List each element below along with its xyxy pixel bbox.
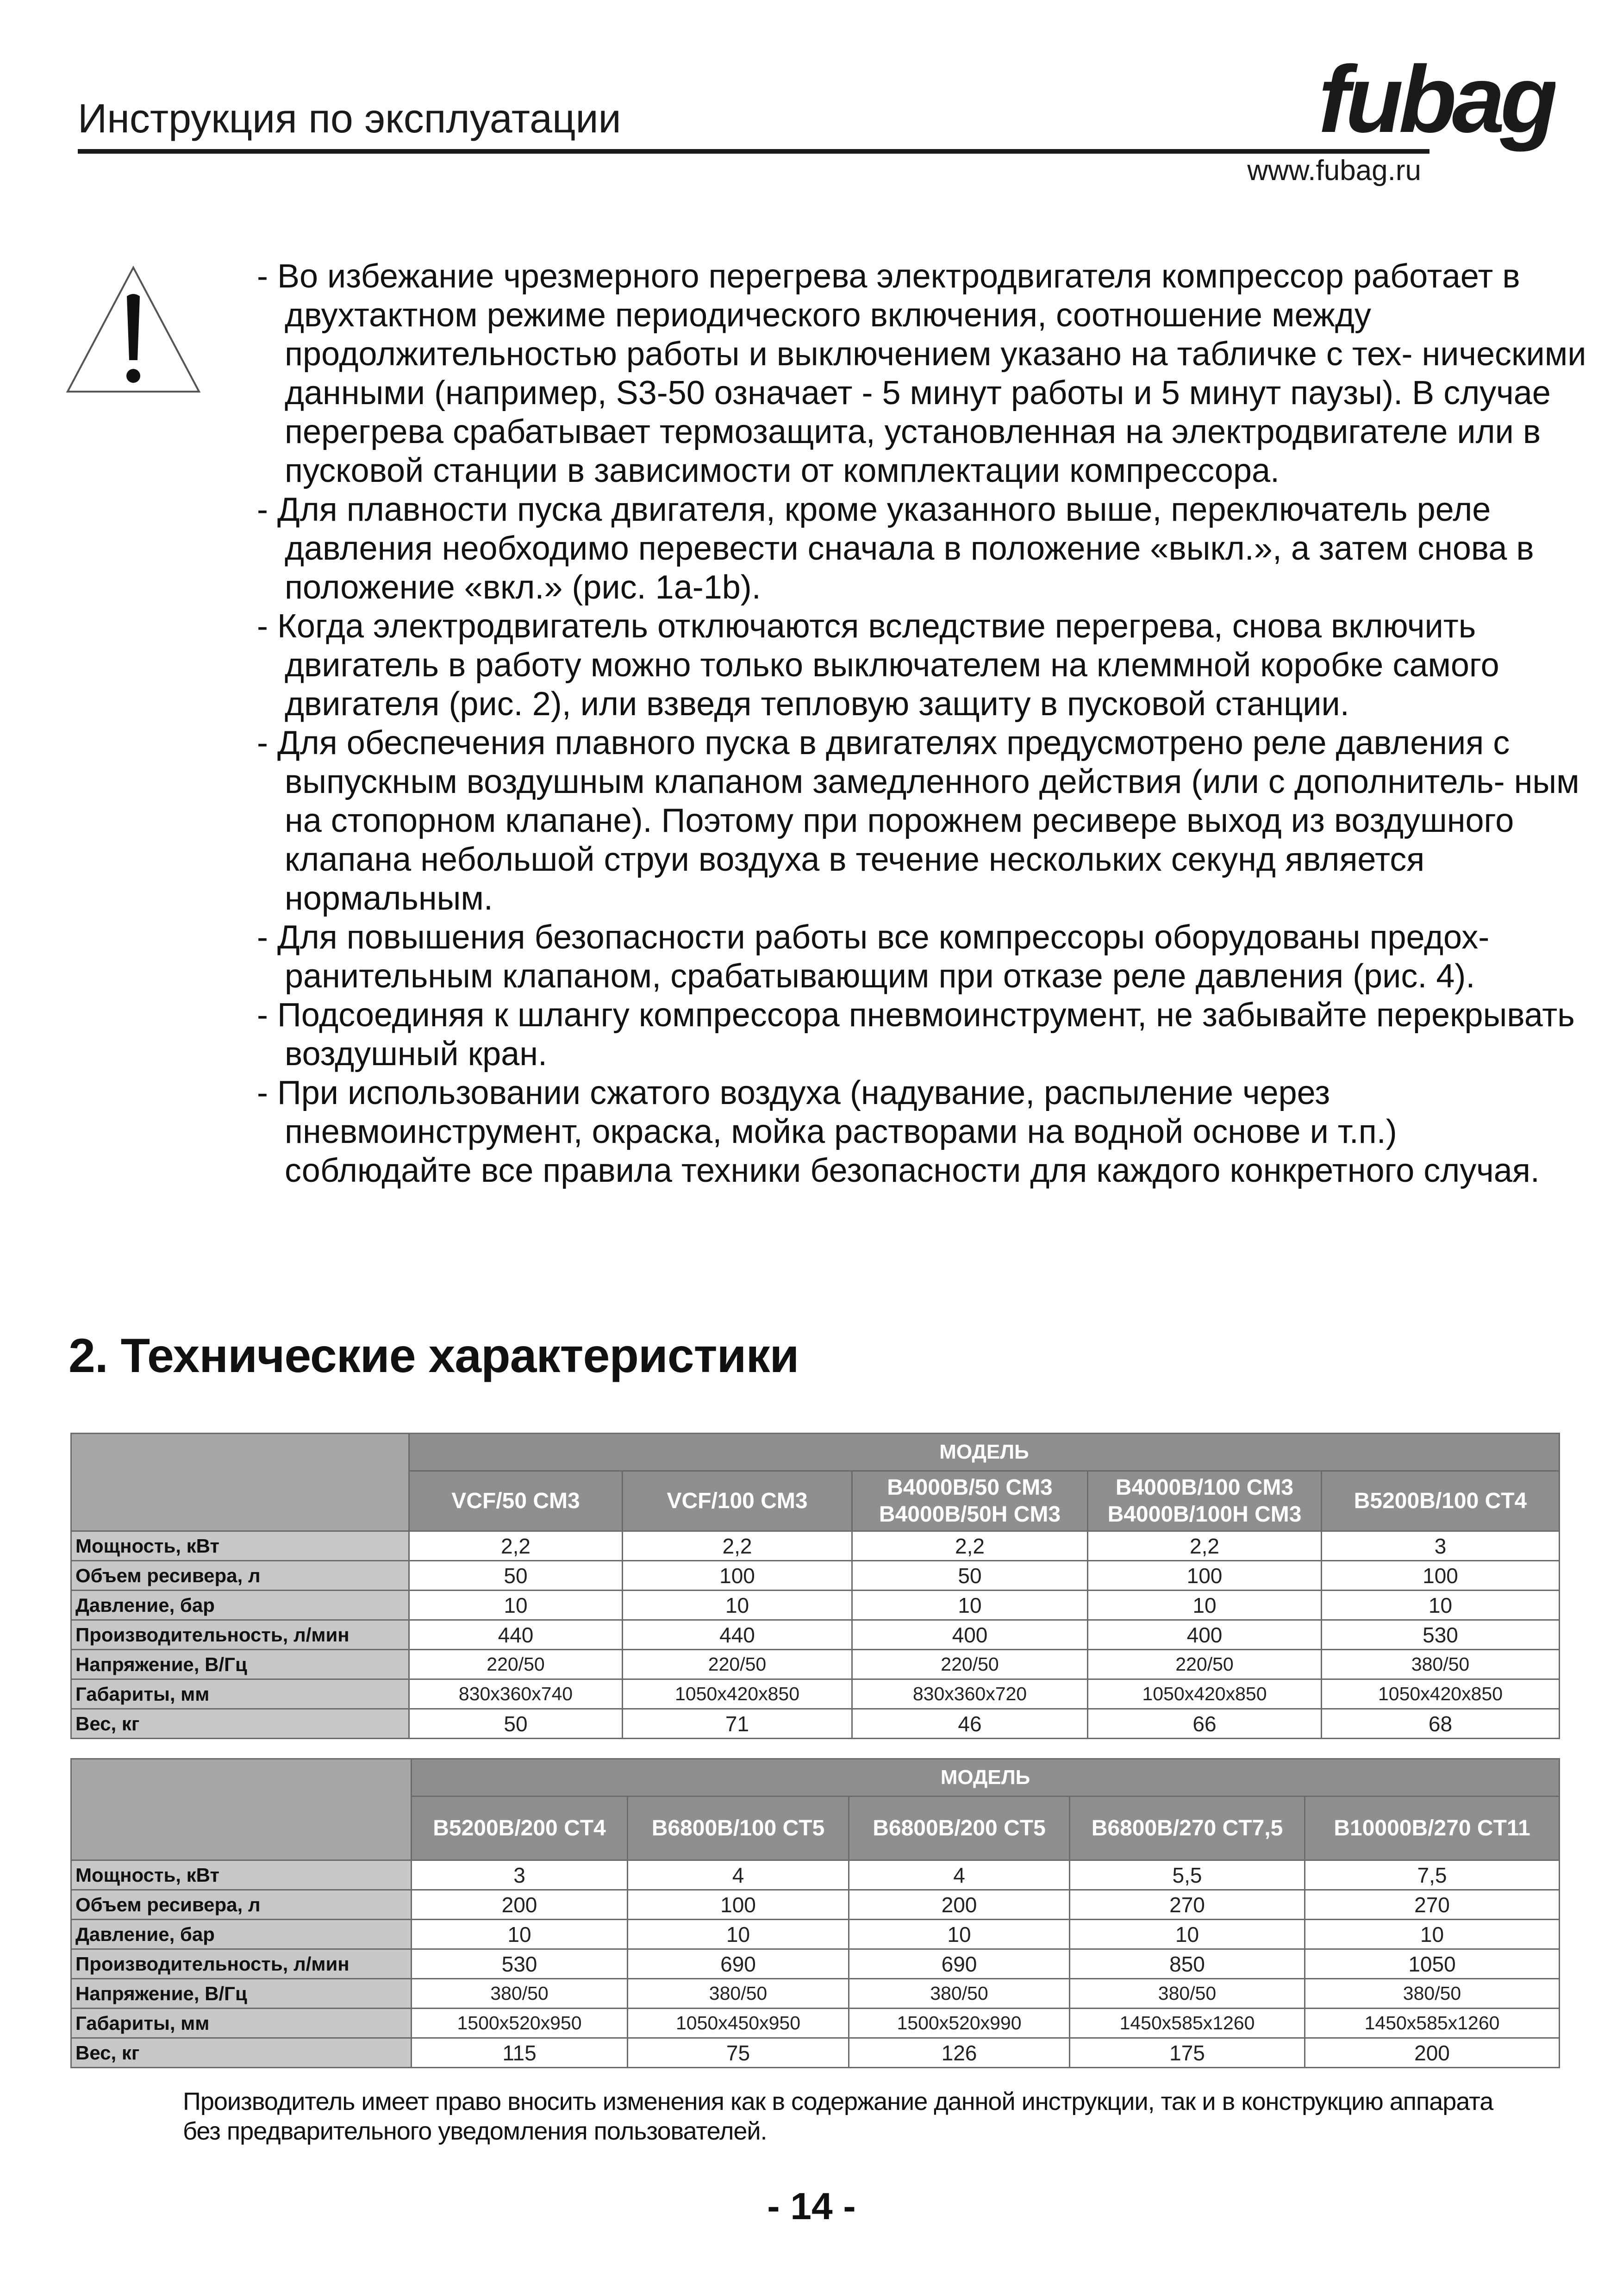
table-row (71, 1949, 1560, 1979)
table-cell: 830x360x720 (852, 1679, 1088, 1709)
warning-item: - Для плавности пуска двигателя, кроме указанного выше, переключатель реле давления необходимо перевести сначала в положение «выкл.», а затем снова в положение «вкл.» (рис. 1a-1b). (257, 491, 1534, 606)
table-cell: 270 (1305, 1890, 1560, 1920)
specifications-table-2 (70, 1758, 1560, 2068)
model-column-header (849, 1797, 1070, 1860)
table-cell: 200 (1305, 2038, 1560, 2068)
warning-item: - Когда электродвигатель отключаются вследствие перегрева, снова включить двигатель в работу можно только выключателем на клеммной коробке самого двигателя (рис. 2), или взведя тепловую защиту в пусковой станции. (257, 608, 1499, 723)
table-cell: 1050x420x850 (623, 1679, 852, 1709)
table-cell: 200 (849, 1890, 1070, 1920)
row-label: Мощность, кВт (71, 1531, 409, 1561)
table-row (71, 2038, 1560, 2068)
table-cell: 2,2 (852, 1531, 1088, 1561)
table-cell: 100 (628, 1890, 849, 1920)
row-label: Объем ресивера, л (71, 1561, 409, 1591)
table-cell: 7,5 (1305, 1860, 1560, 1890)
model-name: B5200B/200 CT4 (433, 1816, 606, 1841)
row-label: Вес, кг (71, 1709, 409, 1739)
table-cell: 115 (412, 2038, 628, 2068)
model-column-header (412, 1797, 628, 1860)
table-cell: 1050 (1305, 1949, 1560, 1979)
table-cell: 1500x520x950 (412, 2009, 628, 2038)
table-cell: 2,2 (623, 1531, 852, 1561)
model-name-alt: B4000B/100H CM3 (1107, 1502, 1302, 1527)
warning-item: - При использовании сжатого воздуха (надувание, распыление через пневмоинструмент, окраска, мойка растворами на водной основе и т.п.) соблюдайте все правила техники безопасности для каждого конкретного случая. (257, 1074, 1540, 1189)
model-column-header (1088, 1471, 1322, 1531)
model-name: B4000B/100 CM3 (1115, 1475, 1294, 1500)
table-cell: 1050x420x850 (1322, 1679, 1560, 1709)
table-cell: 530 (1322, 1620, 1560, 1650)
model-name: VCF/100 CM3 (667, 1488, 808, 1513)
table-cell: 380/50 (1305, 1979, 1560, 2009)
table-cell: 50 (409, 1561, 623, 1591)
row-label: Давление, бар (71, 1591, 409, 1620)
model-name: VCF/50 CM3 (451, 1488, 580, 1513)
table-row (71, 1531, 1560, 1561)
row-label: Объем ресивера, л (71, 1890, 412, 1920)
table-cell: 400 (852, 1620, 1088, 1650)
table-cell: 50 (852, 1561, 1088, 1591)
table-cell: 4 (849, 1860, 1070, 1890)
section-title: 2. Технические характеристики (69, 1329, 799, 1383)
table-row (71, 2009, 1560, 2038)
table-cell: 10 (1305, 1920, 1560, 1949)
row-label: Производительность, л/мин (71, 1620, 409, 1650)
table-cell: 1500x520x990 (849, 2009, 1070, 2038)
table-cell: 10 (1088, 1591, 1322, 1620)
table-row (71, 1620, 1560, 1650)
table-cell: 440 (409, 1620, 623, 1650)
warning-item: - Для обеспечения плавного пуска в двигателях предусмотрено реле давления с выпускным воздушным клапаном замедленного действия (или с дополнитель- ным на стопорном клапане). Поэтому при порожнем ресивере выход из воздушного клапана небольшой струи воздуха в течение нескольких секунд является нормальным. (257, 724, 1579, 917)
row-label: Производительность, л/мин (71, 1949, 412, 1979)
table-row (71, 1650, 1560, 1679)
table-cell: 10 (1322, 1591, 1560, 1620)
table-cell: 690 (849, 1949, 1070, 1979)
table-cell: 220/50 (623, 1650, 852, 1679)
warning-triangle-icon (64, 264, 203, 396)
row-label: Вес, кг (71, 2038, 412, 2068)
table-cell: 4 (628, 1860, 849, 1890)
table-cell: 1450x585x1260 (1070, 2009, 1305, 2038)
table-cell: 71 (623, 1709, 852, 1739)
warning-item: - Для повышения безопасности работы все компрессоры оборудованы предох- ранительным клапаном, срабатывающим при отказе реле давления (рис. 4). (257, 919, 1490, 995)
table-cell: 270 (1070, 1890, 1305, 1920)
model-name-alt: B4000B/50H CM3 (879, 1502, 1061, 1527)
row-label: Давление, бар (71, 1920, 412, 1949)
model-name: B6800B/100 CT5 (651, 1816, 825, 1841)
table-cell: 10 (849, 1920, 1070, 1949)
model-column-header (1305, 1797, 1560, 1860)
model-header: МОДЕЛЬ (409, 1434, 1560, 1471)
row-label: Напряжение, В/Гц (71, 1979, 412, 2009)
model-column-header (1322, 1471, 1560, 1531)
table-cell: 46 (852, 1709, 1088, 1739)
table-cell: 3 (412, 1860, 628, 1890)
page-number: - 14 - (767, 2185, 856, 2227)
table-cell: 2,2 (409, 1531, 623, 1561)
row-label: Мощность, кВт (71, 1860, 412, 1890)
website-url[interactable]: www.fubag.ru (1247, 155, 1421, 187)
table-cell: 3 (1322, 1531, 1560, 1561)
model-column-header (409, 1471, 623, 1531)
table-cell: 1050x420x850 (1088, 1679, 1322, 1709)
table-cell: 126 (849, 2038, 1070, 2068)
table-cell: 220/50 (409, 1650, 623, 1679)
disclaimer-note: Производитель имеет право вносить изменения как в содержание данной инструкции, так и в конструкцию аппарата без предварительного уведомления пользователей. (183, 2088, 1493, 2145)
model-column-header (623, 1471, 852, 1531)
table-row (71, 1979, 1560, 2009)
table-cell: 400 (1088, 1620, 1322, 1650)
table-cell: 175 (1070, 2038, 1305, 2068)
table-row (71, 1591, 1560, 1620)
row-label: Габариты, мм (71, 2009, 412, 2038)
table-cell: 75 (628, 2038, 849, 2068)
table-cell: 100 (623, 1561, 852, 1591)
table-cell: 380/50 (849, 1979, 1070, 2009)
table-cell: 200 (412, 1890, 628, 1920)
table-row (71, 1709, 1560, 1739)
table-cell: 10 (412, 1920, 628, 1949)
table-cell: 1450x585x1260 (1305, 2009, 1560, 2038)
table-cell: 530 (412, 1949, 628, 1979)
table-cell: 220/50 (1088, 1650, 1322, 1679)
table-cell: 5,5 (1070, 1860, 1305, 1890)
model-column-header (628, 1797, 849, 1860)
table-cell: 440 (623, 1620, 852, 1650)
table-cell: 1050x450x950 (628, 2009, 849, 2038)
table-cell: 10 (1070, 1920, 1305, 1949)
model-name: B4000B/50 CM3 (887, 1475, 1053, 1500)
table-cell: 68 (1322, 1709, 1560, 1739)
table-cell: 830x360x740 (409, 1679, 623, 1709)
table-cell: 10 (852, 1591, 1088, 1620)
model-name: B10000B/270 CT11 (1334, 1816, 1530, 1841)
model-name: B6800B/200 CT5 (873, 1816, 1046, 1841)
warning-item: - Во избежание чрезмерного перегрева электродвигателя компрессор работает в двухтактном режиме периодического включения, соотношение между продолжительностью работы и выключением указано на табличке с тех- ническими данными (например, S3-50 означает - 5 минут работы и 5 минут паузы). В случае перегрева срабатывает термозащита, установленная на электродвигателе или в пусковой станции в зависимости от комплектации компрессора. (257, 258, 1586, 489)
table-cell: 100 (1322, 1561, 1560, 1591)
table-cell: 690 (628, 1949, 849, 1979)
table-cell: 850 (1070, 1949, 1305, 1979)
model-column-header (1070, 1797, 1305, 1860)
table-corner-cell (71, 1759, 412, 1860)
table-cell: 380/50 (628, 1979, 849, 2009)
specifications-table-1 (70, 1433, 1560, 1739)
table-cell: 380/50 (412, 1979, 628, 2009)
table-cell: 66 (1088, 1709, 1322, 1739)
header-rule (78, 149, 1429, 154)
model-name: B5200B/100 CT4 (1354, 1488, 1527, 1513)
row-label: Габариты, мм (71, 1679, 409, 1709)
table-cell: 380/50 (1322, 1650, 1560, 1679)
table-row (71, 1561, 1560, 1591)
row-label: Напряжение, В/Гц (71, 1650, 409, 1679)
model-header: МОДЕЛЬ (412, 1759, 1560, 1797)
table-cell: 50 (409, 1709, 623, 1739)
table-cell: 10 (628, 1920, 849, 1949)
warning-item: - Подсоединяя к шлангу компрессора пневмоинструмент, не забывайте перекрывать воздушный кран. (257, 997, 1575, 1073)
table-cell: 2,2 (1088, 1531, 1322, 1561)
table-row (71, 1860, 1560, 1890)
table-cell: 10 (409, 1591, 623, 1620)
logo-text: fubag (1318, 46, 1554, 152)
table-row (71, 1920, 1560, 1949)
table-cell: 220/50 (852, 1650, 1088, 1679)
table-cell: 380/50 (1070, 1979, 1305, 2009)
table-row (71, 1679, 1560, 1709)
table-cell: 10 (623, 1591, 852, 1620)
model-name: B6800B/270 CT7,5 (1091, 1816, 1283, 1841)
table-corner-cell (71, 1434, 409, 1531)
document-title: Инструкция по эксплуатации (78, 95, 621, 141)
table-row (71, 1890, 1560, 1920)
safety-warnings-list (257, 257, 1590, 1190)
model-column-header (852, 1471, 1088, 1531)
table-cell: 100 (1088, 1561, 1322, 1591)
